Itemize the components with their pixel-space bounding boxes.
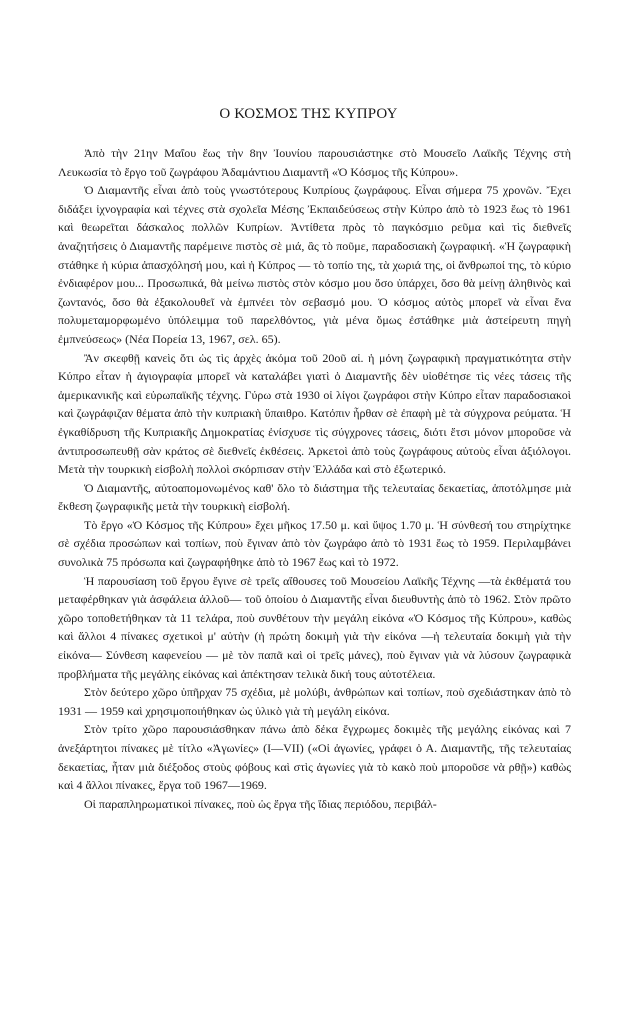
paragraph: Στὸν τρίτο χῶρο παρουσιάσθηκαν πάνω ἀπὸ δέκα ἔγχρωμες δοκιμὲς τῆς μεγάλης εἰκόνας καὶ 7 ἀνεξάρτητοι πίνακες μὲ τίτλο «Ἀγωνίες» (I—VII) («Οἱ ἀγωνίες, γράφει ὁ Α. Διαμαντῆς, τῆς τελευταίας δεκαετίας, ἦταν μιὰ διέξοδος στοὺς φόβους καὶ στὶς ἀγωνίες γιὰ τὸ κακὸ ποὺ μποροῦσε νὰ ρθῇ») καθὼς καὶ 4 ἄλλοι πίνακες, ἔργα τοῦ 1967—1969. <box>58 722 571 793</box>
paragraph: Οἱ παραπληρωματικοὶ πίνακες, ποὺ ὡς ἔργα τῆς ἴδιας περιόδου, περιβάλ- <box>84 796 437 811</box>
paragraph: Ἀπὸ τὴν 21ην Μαΐου ἕως τὴν 8ην Ἰουνίου παρουσιάστηκε στὸ Μουσεῖο Λαϊκῆς Τέχνης στὴ Λευκωσία τὸ ἔργο τοῦ ζωγράφου Ἀδαμάντιου Διαμαντῆ «Ὁ Κόσμος τῆς Κύπρου». <box>58 146 571 179</box>
article-body <box>58 144 571 813</box>
paragraph: Ἂν σκεφθῇ κανεὶς ὅτι ὡς τὶς ἀρχὲς ἀκόμα τοῦ 20οῦ αἰ. ἡ μόνη ζωγραφικὴ πραγματικότητα στὴν Κύπρο εἶταν ἡ ἁγιογραφία μπορεῖ νὰ καταλάβει γιατὶ ὁ Διαμαντῆς δὲν υἱοθέτησε τὶς νέες τάσεις τῆς ἀμερικανικῆς καὶ εὐρωπαϊκῆς τέχνης. Γύρω στὰ 1930 οἱ λίγοι ζωγράφοι στὴν Κύπρο εἶταν παραδοσιακοὶ καὶ ζωγράφιζαν θέματα ἀπὸ τὴν κυπριακὴ ὕπαιθρο. Κατόπιν ἦρθαν σὲ ἐπαφὴ μὲ τὰ σύγχρονα ρεύματα. Ἡ ἐγκαθίδρυση τῆς Κυπριακῆς Δημοκρατίας ἐνίσχυσε τὶς σύγχρονες τάσεις, διότι ἔτσι μόνον μποροῦσε νὰ ἀντιπροσωπευθῇ σὰν κράτος σὲ διεθνεῖς ἐκθέσεις. Ἀρκετοὶ ἀπὸ τοὺς ζωγράφους αὐτοὺς εἶναι ἀξιόλογοι. Μετὰ τὴν τουρκικὴ εἰσβολὴ πολλοὶ σκόρπισαν στὴν Ἑλλάδα καὶ στὸ ἐξωτερικό. <box>58 350 571 477</box>
paragraph: Ἡ παρουσίαση τοῦ ἔργου ἔγινε σὲ τρεῖς αἴθουσες τοῦ Μουσείου Λαϊκῆς Τέχνης —τὰ ἐκθέματά του μεταφέρθηκαν γιὰ ἀσφάλεια ἀλλοῦ— τοῦ ὁποίου ὁ Διαμαντῆς εἶναι διευθυντὴς ἀπὸ τὸ 1962. Στὸν πρῶτο χῶρο τοποθετήθηκαν τὰ 11 τελάρα, ποὺ συνθέτουν τὴν μεγάλη εἰκόνα «Ὁ Κόσμος τῆς Κύπρου», καθὼς καὶ ἄλλοι 4 πίνακες σχετικοὶ μ' αὐτὴν (ἡ πρώτη δοκιμὴ γιὰ τὴν εἰκόνα —ἡ τελευταία δοκιμὴ γιὰ τὴν εἰκόνα— Σύνθεση καφενείου — μὲ τὸν παπᾶ καὶ οἱ τρεῖς μάνες), ποὺ ἔγιναν γιὰ νὰ λύσουν ζωγραφικὰ προβλήματα τῆς μεγάλης εἰκόνας καὶ ἀπέκτησαν τελικὰ δική τους αὐτοτέλεια. <box>58 573 571 681</box>
paragraph: Ὁ Διαμαντῆς εἶναι ἀπὸ τοὺς γνωστότερους Κυπρίους ζωγράφους. Εἶναι σήμερα 75 χρονῶν. Ἔχει διδάξει ἰχνογραφία καὶ τέχνες στὰ σχολεῖα Μέσης Ἐκπαιδεύσεως στὴν Κύπρο ἀπὸ τὸ 1923 ἕως τὸ 1961 καὶ θεωρεῖται δάσκαλος πολλῶν Κυπρίων. Ἀντίθετα πρὸς τὸ παγκόσμιο ρεῦμα καὶ τὶς διεθνεῖς ἀναζητήσεις ὁ Διαμαντῆς παρέμεινε πιστὸς σὲ μιά, ἂς τὸ ποῦμε, παραδοσιακὴ ζωγραφική. «Ἡ ζωγραφικὴ στάθηκε ἡ κύρια ἀπασχόλησή μου, καὶ ἡ Κύπρος — τὸ τοπίο της, τὰ χωριά της, οἱ ἄνθρωποί της, τὸ κύριο ἐνδιαφέρον μου... Προσωπικά, θὰ μείνω πιστὸς στὸν κόσμο μου ὅσο ὑπάρχει, ὅσο θὰ μείνῃ ἀληθινὸς καὶ ζωντανός, ὅσο θὰ ἐξακολουθεῖ νὰ ἐμπνέει τὸν σεβασμό μου. Ὁ κόσμος αὐτὸς μπορεῖ νὰ εἶναι ἕνα πολυμεταμορφωμένο ὑπόλειμμα τοῦ παρελθόντος, γιὰ μένα ὅμως ἐστάθηκε μιὰ ἀστείρευτη πηγὴ ἐμπνεύσεως» (Νέα Πορεία 13, 1967, σελ. 65). <box>58 183 571 346</box>
article-title: Ο ΚΟΣΜΟΣ ΤΗΣ ΚΥΠΡΟΥ <box>219 106 398 122</box>
paragraph: Τὸ ἔργο «Ὁ Κόσμος τῆς Κύπρου» ἔχει μῆκος 17.50 μ. καὶ ὕψος 1.70 μ. Ἡ σύνθεσή του στηρίχτηκε σὲ σχέδια προσώπων καὶ τοπίων, ποὺ ἔγιναν ἀπὸ τὸν ζωγράφο ἀπὸ τὸ 1931 ἕως τὸ 1959. Περιλαμβάνει συνολικὰ 75 πρόσωπα καὶ ζωγραφήθηκε ἀπὸ τὸ 1967 ἕως καὶ τὸ 1972. <box>58 517 571 570</box>
paragraph: Ὁ Διαμαντῆς, αὐτοαπομονωμένος καθ' ὅλο τὸ διάστημα τῆς τελευταίας δεκαετίας, ἀποτόλμησε μιὰ ἔκθεση ζωγραφικῆς μετὰ τὴν τουρκικὴ εἰσβολή. <box>58 480 571 514</box>
paragraph: Στὸν δεύτερο χῶρο ὑπῆρχαν 75 σχέδια, μὲ μολύβι, ἀνθρώπων καὶ τοπίων, ποὺ σχεδιάστηκαν ἀπὸ τὸ 1931 — 1959 καὶ χρησιμοποιήθηκαν ὡς ὑλικὸ γιὰ τὴ μεγάλη εἰκόνα. <box>58 685 571 718</box>
